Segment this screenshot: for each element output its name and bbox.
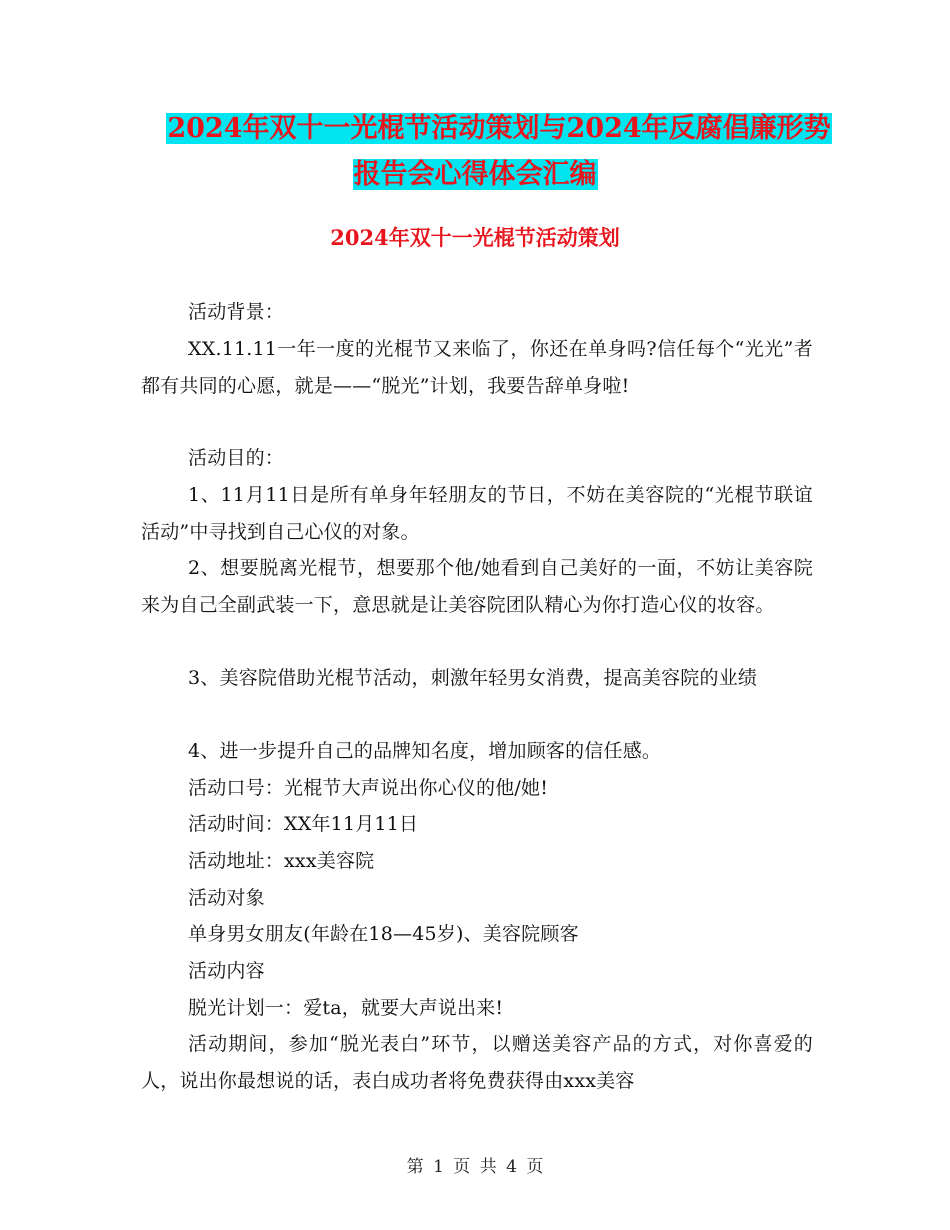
paragraph-content-heading: 活动内容 — [188, 960, 265, 982]
page-footer: 第 1 页 共 4 页 — [406, 1157, 544, 1177]
paragraph-address: 活动地址：xxx美容院 — [188, 850, 375, 872]
paragraph-background-text: XX.11.11一年一度的光棍节又来临了，你还在单身吗?信任每个“光光”者都有共同的心愿，就是——“脱光”计划，我要告辞单身啦! — [141, 338, 813, 397]
paragraph-purpose-heading: 活动目的： — [188, 447, 285, 469]
paragraph-purpose-2: 2、想要脱离光棍节，想要那个他/她看到自己美好的一面，不妨让美容院来为自己全副武装一下，意思就是让美容院团队精心为你打造心仪的妆容。 — [141, 557, 813, 616]
section-title: 2024年双十一光棍节活动策划 — [330, 225, 620, 250]
document-title-line-1: 2024年双十一光棍节活动策划与2024年反腐倡廉形势 — [167, 113, 831, 144]
document-title-line-2: 报告会心得体会汇编 — [353, 159, 597, 190]
paragraph-plan-1: 脱光计划一：爱ta，就要大声说出来! — [188, 997, 504, 1019]
paragraph-purpose-3: 3、美容院借助光棍节活动，刺激年轻男女消费，提高美容院的业绩 — [188, 667, 758, 689]
paragraph-target: 单身男女朋友(年龄在18—45岁)、美容院顾客 — [188, 923, 579, 945]
paragraph-target-heading: 活动对象 — [188, 887, 265, 909]
paragraph-background-heading: 活动背景： — [188, 301, 285, 323]
paragraph-purpose-1: 1、11月11日是所有单身年轻朋友的节日，不妨在美容院的“光棍节联谊活动”中寻找到自己心仪的对象。 — [141, 484, 813, 543]
paragraph-plan-1-detail: 活动期间，参加“脱光表白”环节，以赠送美容产品的方式，对你喜爱的人，说出你最想说的话，表白成功者将免费获得由xxx美容 — [141, 1033, 813, 1092]
paragraph-slogan: 活动口号：光棍节大声说出你心仪的他/她! — [188, 777, 549, 799]
paragraph-time: 活动时间：XX年11月11日 — [188, 813, 419, 835]
paragraph-purpose-4: 4、进一步提升自己的品牌知名度，增加顾客的信任感。 — [188, 740, 662, 762]
